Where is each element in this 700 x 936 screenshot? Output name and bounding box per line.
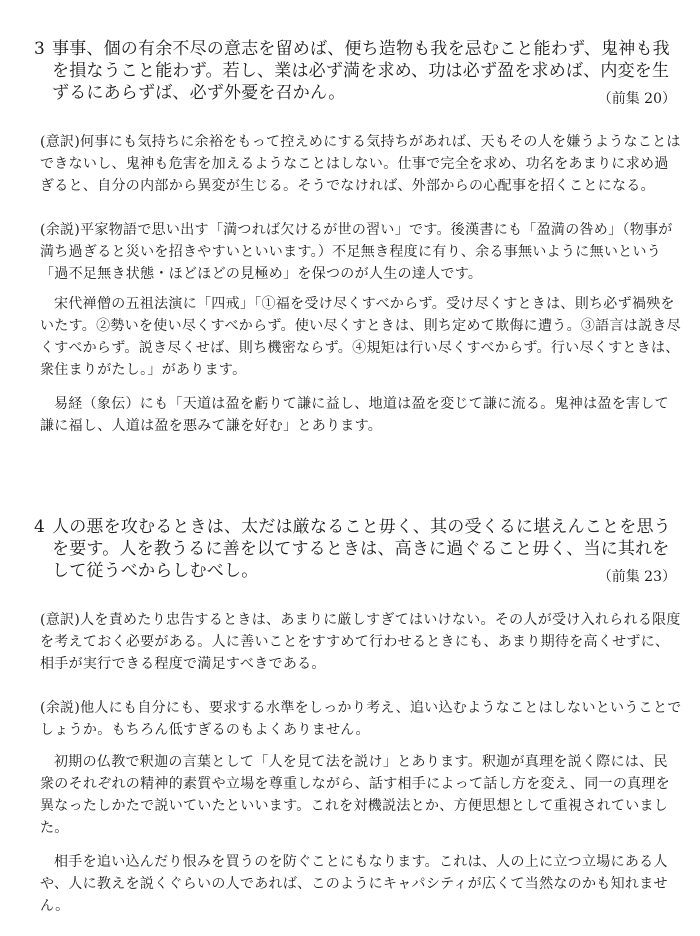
commentary-label: (余説) xyxy=(40,222,81,238)
section-number: 4 xyxy=(34,517,46,537)
maxim-text-block xyxy=(0,38,700,104)
commentary-paragraph: 相手を追い込んだり恨みを買うのを防ぐことにもなります。これは、人の上に立つ立場にある人や、人に教えを説くぐらいの人であれば、このようにキャパシティが広くて当然なのかも知れません。 xyxy=(40,854,668,914)
commentary-paragraph: 易経（象伝）にも「天道は盈を虧りて謙に益し、地道は盈を変じて謙に流る。鬼神は盈を害して謙に福し、人道は盈を悪みて謙を好む」とあります。 xyxy=(40,396,669,434)
commentary-block xyxy=(0,219,700,285)
maxim-text: 人の悪を攻むるときは、太だは厳なること毋く、其の受くるに堪えんことを思うを要す。人を教うるに善を以てするときは、高きに過ぐること毋く、当に其れをして従うべからしむべし。 xyxy=(52,517,671,581)
source-reference: （前集 20） xyxy=(597,91,676,107)
commentary-paragraph: 他人にも自分にも、要求する水準をしっかり考え、追い込むようなことはしないということでしょうか。もちろん低すぎるのもよくありません。 xyxy=(40,700,682,738)
source-reference: （前集 23） xyxy=(597,569,676,585)
section-3 xyxy=(0,38,700,437)
commentary-block xyxy=(0,697,700,741)
commentary-paragraph: 初期の仏教で釈迦の言葉として「人を見て法を説け」とあります。釈迦が真理を説く際には、民衆のそれぞれの精神的素質や立場を尊重しながら、話す相手によって話し方を変え、同一の真理を異なったしかたで説いていたといいます。これを対機説法とか、方便思想として重視されていました。 xyxy=(40,754,671,836)
commentary-paragraph: 平家物語で思い出す「満つれば欠けるが世の習い」です。後漢書にも「盈満の咎め」（物事が満ち過ぎると災いを招きやすいといいます。）不足無き程度に有り、余る事無いように無いという「過不足無き状態・ほどほどの見極め」を保つのが人生の達人です。 xyxy=(40,222,673,282)
maxim-text-block xyxy=(0,516,700,582)
section-number: 3 xyxy=(34,39,46,59)
translation-block xyxy=(0,131,700,197)
commentary-label: (余説) xyxy=(40,700,81,716)
translation-block xyxy=(0,609,700,675)
translation-label: (意訳) xyxy=(40,612,81,628)
translation-text: 何事にも気持ちに余裕をもって控えめにする気持ちがあれば、天もその人を嫌うようなことはできないし、鬼神も危害を加えるようなことはしない。仕事で完全を求め、功名をあまりに求め過ぎると、自分の内部から異変が生じる。そうでなければ、外部からの心配事を招くことになる。 xyxy=(40,134,681,194)
section-4 xyxy=(0,516,700,917)
translation-text: 人を責めたり忠告するときは、あまりに厳しすぎてはいけない。その人が受け入れられる限度を考えておく必要がある。人に善いことをすすめて行わせるときにも、あまり期待を高くせずに、相手が実行できる程度で満足すべきである。 xyxy=(40,612,681,672)
maxim-text: 事事、個の有余不尽の意志を留めば、便ち造物も我を忌むこと能わず、鬼神も我を損なうこと能わず。若し、業は必ず満を求め、功は必ず盈を求めば、内変を生ずるにあらずば、必ず外憂を召かん。 xyxy=(52,39,670,103)
translation-label: (意訳) xyxy=(40,134,81,150)
commentary-paragraph: 宋代禅僧の五祖法演に「四戒」「①福を受け尽くすべからず。受け尽くすときは、則ち必ず禍殃をいたす。②勢いを使い尽くすべからず。使い尽くすときは、則ち定めて欺侮に遭う。③語言は説き尽くすべからず。説き尽くせば、則ち機密ならず。④規矩は行い尽くすべからず。行い尽くすときは、衆住まりがたし。」があります。 xyxy=(40,296,681,378)
